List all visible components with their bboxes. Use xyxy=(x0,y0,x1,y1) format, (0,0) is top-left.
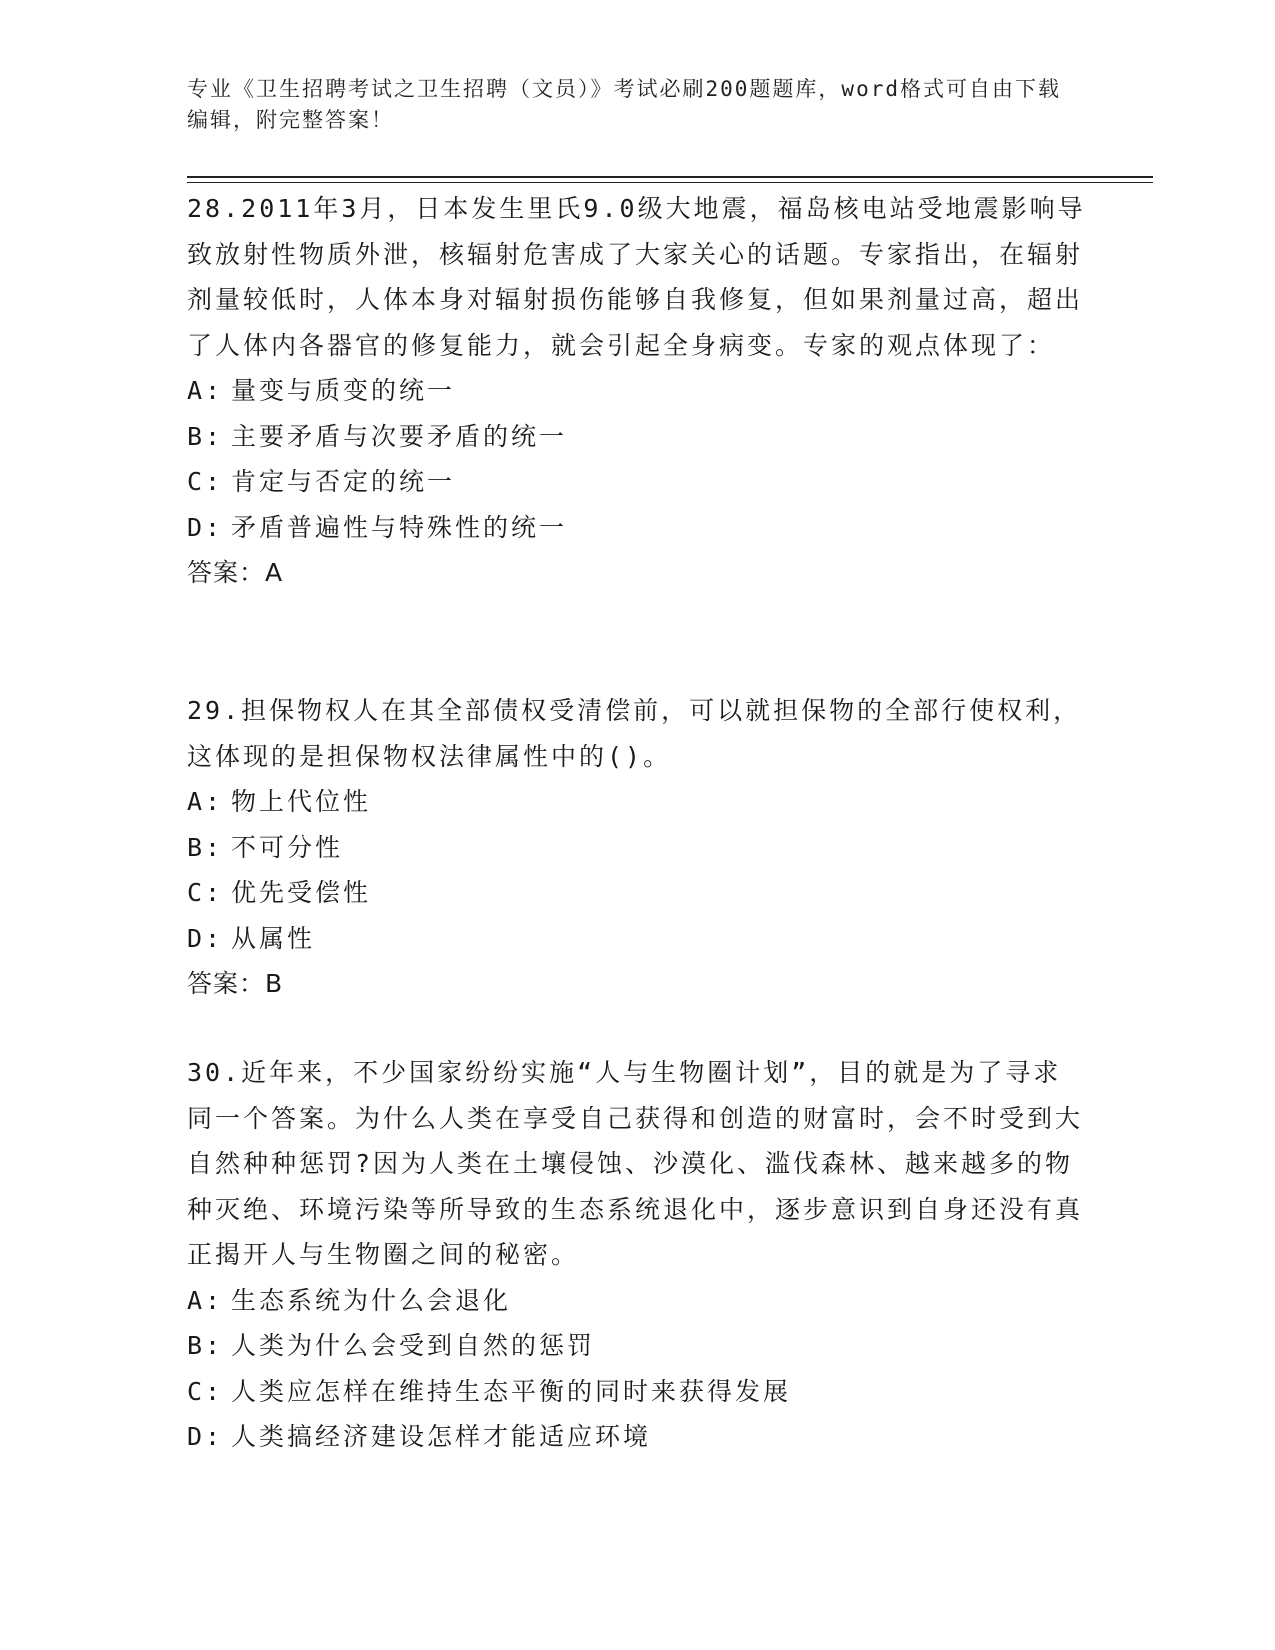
option-text: 量变与质变的统一 xyxy=(231,376,456,405)
option-letter: D: xyxy=(187,512,224,542)
option-letter: D: xyxy=(187,923,224,953)
option-letter: A: xyxy=(187,787,224,816)
option-text: 人类搞经济建设怎样才能适应环境 xyxy=(231,1422,652,1451)
option-b xyxy=(187,1323,1087,1369)
question-stem: 30.近年来，不少国家纷纷实施“人与生物圈计划”，目的就是为了寻求同一个答案。为什么人类在享受自己获得和创造的财富时，会不时受到大自然种种惩罚?因为人类在土壤侵蚀、沙漠化、滥伐森林、越来越多的物种灭绝、环境污染等所导致的生态系统退化中，逐步意识到自身还没有真正揭开人与生物圈之间的秘密。 xyxy=(187,1058,1084,1269)
option-text: 优先受偿性 xyxy=(231,878,372,907)
option-text: 肯定与否定的统一 xyxy=(231,467,456,496)
option-text: 主要矛盾与次要矛盾的统一 xyxy=(231,421,568,451)
option-d xyxy=(187,1414,1087,1460)
document-header: 专业《卫生招聘考试之卫生招聘（文员）》考试必刷200题题库，word格式可自由下载编辑，附完整答案！ xyxy=(187,77,1061,132)
option-c xyxy=(187,1369,1087,1415)
option-letter: A: xyxy=(187,376,224,405)
header-divider-thin xyxy=(187,182,1153,183)
header-divider-thick xyxy=(187,176,1153,178)
option-c xyxy=(187,870,1087,916)
option-letter: B: xyxy=(187,1331,224,1360)
option-letter: B: xyxy=(187,421,224,451)
question-28 xyxy=(187,186,1087,596)
question-stem: 29.担保物权人在其全部债权受清偿前，可以就担保物的全部行使权利，这体现的是担保物权法律属性中的()。 xyxy=(187,696,1082,771)
option-text: 不可分性 xyxy=(231,832,344,862)
option-text: 人类应怎样在维持生态平衡的同时来获得发展 xyxy=(231,1376,792,1406)
answer-line: 答案：A xyxy=(187,558,284,587)
option-b xyxy=(187,414,1087,460)
option-letter: A: xyxy=(187,1285,224,1315)
option-a xyxy=(187,779,1087,825)
option-a xyxy=(187,368,1087,414)
option-text: 从属性 xyxy=(231,923,316,953)
option-letter: B: xyxy=(187,832,224,862)
option-a xyxy=(187,1278,1087,1324)
answer-line: 答案：B xyxy=(187,969,284,998)
option-text: 物上代位性 xyxy=(231,787,372,816)
option-d xyxy=(187,505,1087,551)
option-letter: C: xyxy=(187,878,224,907)
option-d xyxy=(187,916,1087,962)
option-letter: C: xyxy=(187,467,224,496)
option-letter: D: xyxy=(187,1422,224,1451)
option-b xyxy=(187,825,1087,871)
question-stem: 28.2011年3月，日本发生里氏9.0级大地震，福岛核电站受地震影响导致放射性物质外泄，核辐射危害成了大家关心的话题。专家指出，在辐射剂量较低时，人体本身对辐射损伤能够自我修复，但如果剂量过高，超出了人体内各器官的修复能力，就会引起全身病变。专家的观点体现了： xyxy=(187,194,1086,360)
option-c xyxy=(187,459,1087,505)
option-text: 生态系统为什么会退化 xyxy=(231,1285,512,1315)
option-text: 矛盾普遍性与特殊性的统一 xyxy=(231,512,568,542)
question-30 xyxy=(187,1050,1087,1460)
question-29 xyxy=(187,688,1087,1007)
option-text: 人类为什么会受到自然的惩罚 xyxy=(231,1331,596,1360)
option-letter: C: xyxy=(187,1376,224,1406)
